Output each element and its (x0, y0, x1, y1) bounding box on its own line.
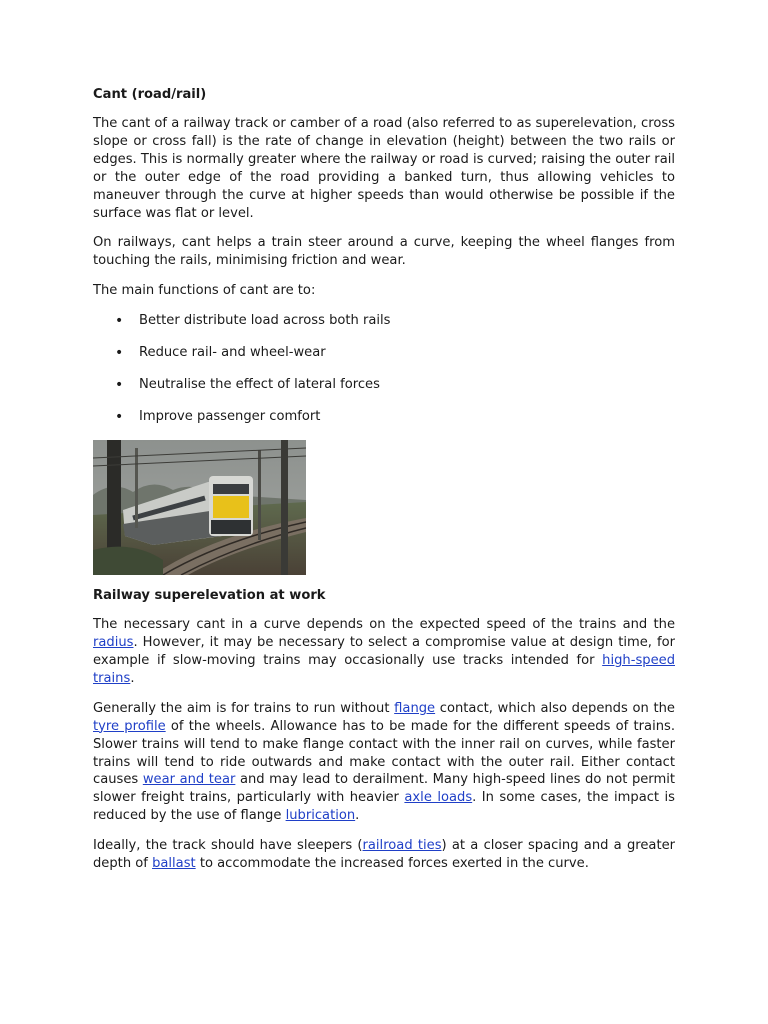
link-radius[interactable]: radius (93, 635, 134, 651)
text-span: of the wheels. Allowance has to be made for the different speeds of trains. Slower trains will tend to make flange contact with the inner rail on curves, while faster trains will tend to ride outwards and make contact with the outer rail. Either contact causes (93, 718, 675, 788)
link-wear-and-tear[interactable]: wear and tear (142, 772, 236, 788)
text-span: . (130, 670, 135, 686)
text-span: The necessary cant in a curve depends on the expected speed of the trains and the (93, 617, 675, 633)
text-span: to accommodate the increased forces exerted in the curve. (195, 856, 589, 872)
text-span: Ideally, the track should have sleepers ( (93, 838, 363, 854)
paragraph-sleepers (93, 837, 675, 873)
text-span: . (355, 808, 360, 824)
train-photo-illustration (93, 440, 306, 575)
text-span: Generally the aim is for trains to run without (93, 700, 395, 716)
article-body (93, 86, 675, 885)
page-title: Cant (road/rail) (93, 87, 207, 102)
list-item: • Improve passenger comfort (93, 408, 675, 426)
list-item: • Reduce rail- and wheel-wear (93, 344, 675, 362)
text-span: . In some cases, the impact is reduced by the use of flange (93, 790, 675, 824)
text-span: contact, which also depends on the (435, 700, 675, 716)
paragraph-flange-contact (93, 700, 675, 825)
link-axle-loads[interactable]: axle loads (404, 790, 473, 806)
image-caption: Railway superelevation at work (93, 588, 326, 604)
railway-paragraph: On railways, cant helps a train steer around a curve, keeping the wheel flanges from touching the rails, minimising friction and wear. (93, 235, 675, 269)
functions-intro: The main functions of cant are to: (93, 283, 316, 299)
text-span: ) at a closer spacing and a greater depth of (93, 838, 676, 872)
functions-list (93, 312, 675, 426)
link-railroad-ties[interactable]: railroad ties (362, 838, 442, 854)
intro-paragraph: The cant of a railway track or camber of a road (also referred to as superelevation, cross slope or cross fall) is the rate of change in elevation (height) between the two rails or edges. This is normally greater where the railway or road is curved; raising the outer rail or the outer edge of the road providing a banked turn, thus allowing vehicles to maneuver through the curve at higher speeds than would otherwise be possible if the surface was flat or level. (93, 116, 675, 221)
link-high-speed-trains[interactable]: high-speed trains (93, 652, 675, 686)
link-lubrication[interactable]: lubrication (285, 808, 356, 824)
text-span: and may lead to derailment. Many high-speed lines do not permit slower freight trains, particularly with heavier (93, 772, 675, 806)
train-photo (93, 440, 306, 575)
text-span: . However, it may be necessary to select a compromise value at design time, for example if slow-moving trains may occasionally use tracks intended for (93, 635, 675, 668)
link-tyre-profile[interactable]: tyre profile (93, 718, 166, 734)
link-flange[interactable]: flange (394, 700, 436, 716)
list-item: • Neutralise the effect of lateral forces (93, 376, 675, 394)
link-ballast[interactable]: ballast (152, 856, 196, 872)
paragraph-cant-speed (93, 616, 675, 688)
list-item: • Better distribute load across both rails (93, 312, 675, 330)
